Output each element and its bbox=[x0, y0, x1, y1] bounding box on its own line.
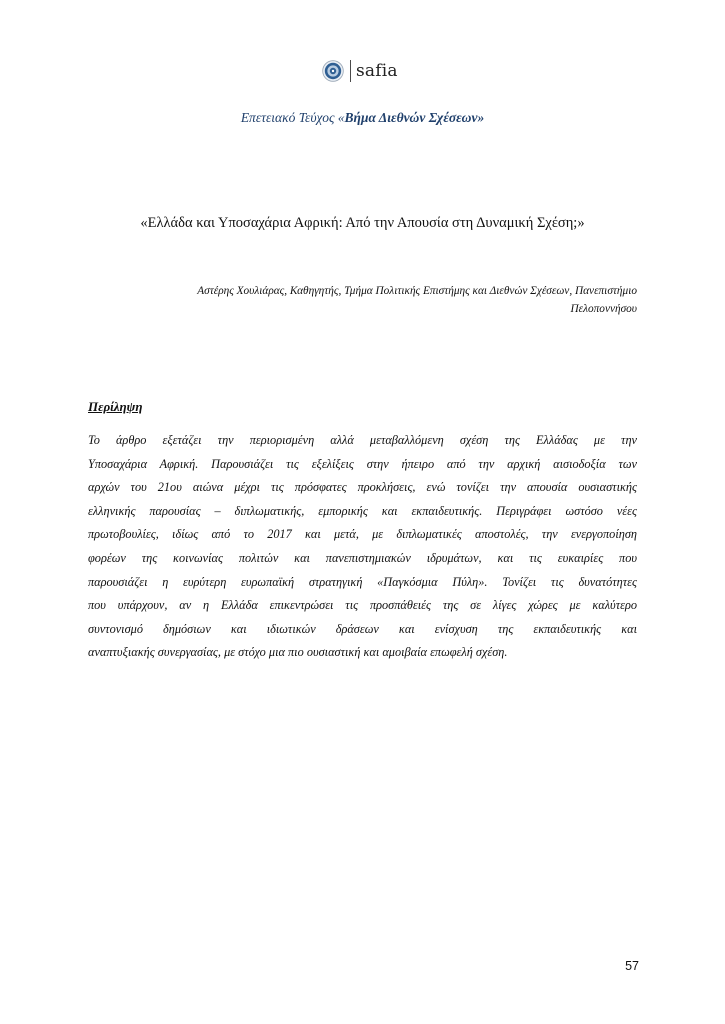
safia-emblem-icon bbox=[322, 60, 344, 82]
serial-suffix: » bbox=[477, 110, 485, 125]
abstract-line: αναπτυξιακής συνεργασίας, με στόχο μια πιο ουσιαστική και αμοιβαία επωφελή σχέση. bbox=[88, 645, 508, 660]
abstract-line: αρχών του 21ου αιώνα μέχρι τις πρόσφατες προκλήσεις, ενώ τονίζει την απουσία ουσιαστικής bbox=[88, 480, 637, 495]
author-line: Πελοποννήσου bbox=[570, 303, 637, 315]
logo-wordmark: safia bbox=[356, 61, 398, 81]
abstract-paragraph bbox=[88, 429, 637, 665]
logo-divider bbox=[350, 60, 351, 82]
serial-name: Βήμα Διεθνών Σχέσεων bbox=[344, 110, 478, 125]
serial-prefix: Επετειακό Τεύχος « bbox=[240, 110, 345, 125]
abstract-line: ελληνικής παρουσίας – διπλωματικής, εμπορικής και εκπαιδευτικής. Περιγράφει ωστόσο νέες bbox=[88, 503, 637, 518]
serial-title bbox=[0, 110, 725, 126]
article-title: «Ελλάδα και Υποσαχάρια Αφρική: Από την Απουσία στη Δυναμική Σχέση;» bbox=[140, 215, 585, 231]
abstract-line: συντονισμό δημόσιων και ιδιωτικών δράσεων και ενίσχυση της εκπαιδευτικής και bbox=[88, 621, 637, 636]
abstract-line: Το άρθρο εξετάζει την περιορισμένη αλλά μεταβαλλόμενη σχέση της Ελλάδας με την bbox=[88, 433, 637, 447]
author-affiliation bbox=[100, 282, 637, 318]
abstract-heading: Περίληψη bbox=[88, 399, 143, 414]
abstract-line: παρουσιάζει η ευρύτερη ευρωπαϊκή στρατηγική «Παγκόσμια Πύλη». Τονίζει τις δυνατότητες bbox=[88, 574, 637, 589]
abstract-line: φορέων της κοινωνίας πολιτών και πανεπιστημιακών ιδρυμάτων, και τις ευκαιρίες που bbox=[88, 550, 637, 565]
abstract-line: πρωτοβουλίες, ιδίως από το 2017 και μετά, με διπλωματικές αποστολές, την ενεργοποίηση bbox=[88, 527, 637, 542]
abstract-line: που υπάρχουν, αν η Ελλάδα επικεντρώσει τις προσπάθειές της σε λίγες χώρες με καλύτερο bbox=[88, 598, 637, 613]
safia-logo bbox=[322, 59, 398, 83]
page-number: 57 bbox=[625, 959, 639, 973]
abstract-line: Υποσαχάρια Αφρική. Παρουσιάζει τις εξελίξεις στην ήπειρο από την αρχική αισιοδοξία των bbox=[88, 456, 637, 471]
author-line: Αστέρης Χουλιάρας, Καθηγητής, Τμήμα Πολιτικής Επιστήμης και Διεθνών Σχέσεων, Πανεπιστήμιο bbox=[197, 285, 637, 297]
